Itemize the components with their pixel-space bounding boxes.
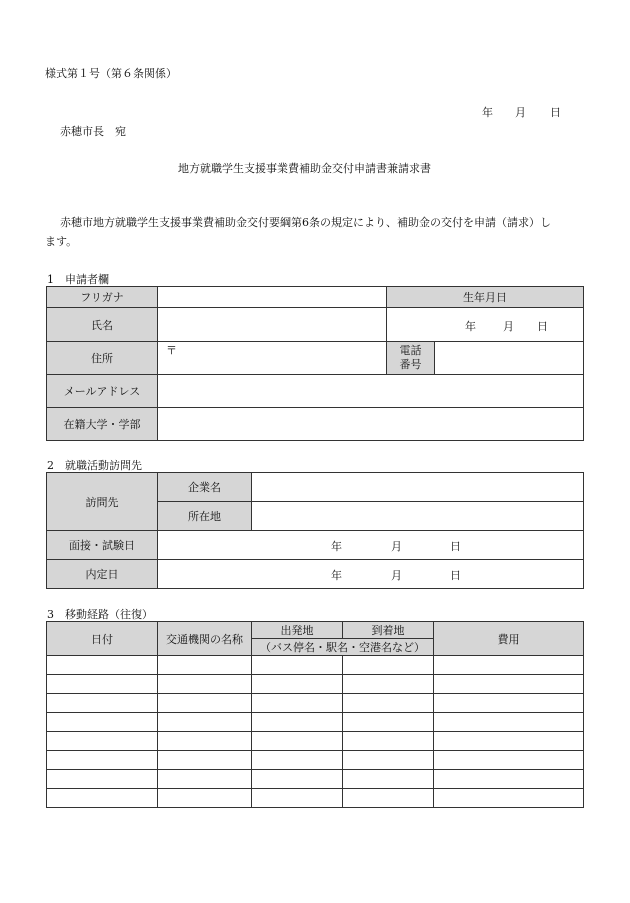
route-departure-field[interactable]	[252, 789, 343, 808]
route-arrival-field[interactable]	[343, 789, 434, 808]
section3-heading: 3 移動経路（往復）	[47, 608, 153, 621]
applicant-table	[46, 286, 584, 441]
birth-month-label: 月	[503, 319, 514, 333]
route-transport-field[interactable]	[158, 732, 252, 751]
phone-label	[387, 342, 435, 375]
route-table	[46, 621, 584, 808]
route-row	[47, 675, 584, 694]
interview-date-label: 面接・試験日	[47, 531, 158, 560]
interview-month-label: 月	[391, 540, 402, 553]
route-arrival-field[interactable]	[343, 770, 434, 789]
route-departure-field[interactable]	[252, 713, 343, 732]
route-departure-field[interactable]	[252, 770, 343, 789]
route-arrival-field[interactable]	[343, 732, 434, 751]
route-date-field[interactable]	[47, 694, 158, 713]
birth-year-label: 年	[465, 319, 476, 333]
route-date-field[interactable]	[47, 770, 158, 789]
route-transport-field[interactable]	[158, 694, 252, 713]
body-text-line2: ます。	[45, 235, 78, 248]
interview-year-label: 年	[331, 540, 342, 553]
route-date-field[interactable]	[47, 656, 158, 675]
departure-header: 出発地	[252, 622, 343, 639]
company-field[interactable]	[252, 473, 584, 502]
route-date-field[interactable]	[47, 751, 158, 770]
company-label: 企業名	[158, 473, 252, 502]
addressee: 赤穂市長 宛	[60, 125, 126, 138]
location-field[interactable]	[252, 502, 584, 531]
route-transport-field[interactable]	[158, 751, 252, 770]
route-departure-field[interactable]	[252, 675, 343, 694]
route-date-field[interactable]	[47, 713, 158, 732]
furigana-label: フリガナ	[47, 287, 158, 308]
route-transport-field[interactable]	[158, 789, 252, 808]
route-row	[47, 770, 584, 789]
date-header: 日付	[47, 622, 158, 656]
form-number: 様式第１号（第６条関係）	[45, 67, 177, 80]
route-cost-field[interactable]	[434, 789, 584, 808]
cost-header: 費用	[434, 622, 584, 656]
interview-date-field[interactable]	[158, 531, 584, 560]
arrival-header: 到着地	[343, 622, 434, 639]
offer-date-field[interactable]	[158, 560, 584, 589]
name-field[interactable]	[158, 308, 387, 342]
place-note: （バス停名・駅名・空港名など）	[252, 639, 434, 656]
route-transport-field[interactable]	[158, 656, 252, 675]
route-transport-field[interactable]	[158, 675, 252, 694]
date-month-label: 月	[515, 106, 526, 119]
route-cost-field[interactable]	[434, 770, 584, 789]
visit-label: 訪問先	[47, 473, 158, 531]
date-day-label: 日	[550, 106, 561, 119]
route-arrival-field[interactable]	[343, 694, 434, 713]
route-cost-field[interactable]	[434, 713, 584, 732]
route-cost-field[interactable]	[434, 732, 584, 751]
postal-mark: 〒	[166, 344, 177, 357]
route-arrival-field[interactable]	[343, 675, 434, 694]
route-row	[47, 713, 584, 732]
route-cost-field[interactable]	[434, 694, 584, 713]
route-date-field[interactable]	[47, 732, 158, 751]
visit-table	[46, 472, 584, 589]
birthdate-label: 生年月日	[387, 287, 584, 308]
address-label: 住所	[47, 342, 158, 375]
route-cost-field[interactable]	[434, 656, 584, 675]
route-arrival-field[interactable]	[343, 751, 434, 770]
route-departure-field[interactable]	[252, 732, 343, 751]
interview-day-label: 日	[450, 540, 461, 553]
route-arrival-field[interactable]	[343, 713, 434, 732]
transport-header: 交通機関の名称	[158, 622, 252, 656]
route-cost-field[interactable]	[434, 675, 584, 694]
route-row	[47, 789, 584, 808]
route-transport-field[interactable]	[158, 770, 252, 789]
route-row	[47, 732, 584, 751]
route-date-field[interactable]	[47, 675, 158, 694]
furigana-field[interactable]	[158, 287, 387, 308]
birthdate-field[interactable]	[387, 308, 584, 342]
page-title: 地方就職学生支援事業費補助金交付申請書兼請求書	[178, 162, 431, 175]
phone-field[interactable]	[435, 342, 584, 375]
route-transport-field[interactable]	[158, 713, 252, 732]
offer-date-label: 内定日	[47, 560, 158, 589]
email-field[interactable]	[158, 375, 584, 408]
route-row	[47, 751, 584, 770]
location-label: 所在地	[158, 502, 252, 531]
route-row	[47, 656, 584, 675]
university-field[interactable]	[158, 408, 584, 441]
university-label: 在籍大学・学部	[47, 408, 158, 441]
offer-month-label: 月	[391, 569, 402, 582]
section2-heading: 2 就職活動訪問先	[47, 459, 142, 472]
birth-day-label: 日	[537, 319, 548, 333]
phone-label-line2: 番号	[399, 358, 422, 371]
section1-heading: 1 申請者欄	[47, 273, 109, 286]
route-arrival-field[interactable]	[343, 656, 434, 675]
route-departure-field[interactable]	[252, 694, 343, 713]
route-departure-field[interactable]	[252, 751, 343, 770]
phone-label-line1: 電話	[399, 344, 422, 357]
name-label: 氏名	[47, 308, 158, 342]
route-cost-field[interactable]	[434, 751, 584, 770]
body-text-line1: 赤穂市地方就職学生支援事業費補助金交付要綱第6条の規定により、補助金の交付を申請（請求）し	[60, 216, 551, 229]
offer-day-label: 日	[450, 569, 461, 582]
date-year-label: 年	[482, 106, 493, 119]
address-field[interactable]	[158, 342, 387, 375]
offer-year-label: 年	[331, 569, 342, 582]
route-departure-field[interactable]	[252, 656, 343, 675]
email-label: メールアドレス	[47, 375, 158, 408]
route-date-field[interactable]	[47, 789, 158, 808]
route-row	[47, 694, 584, 713]
